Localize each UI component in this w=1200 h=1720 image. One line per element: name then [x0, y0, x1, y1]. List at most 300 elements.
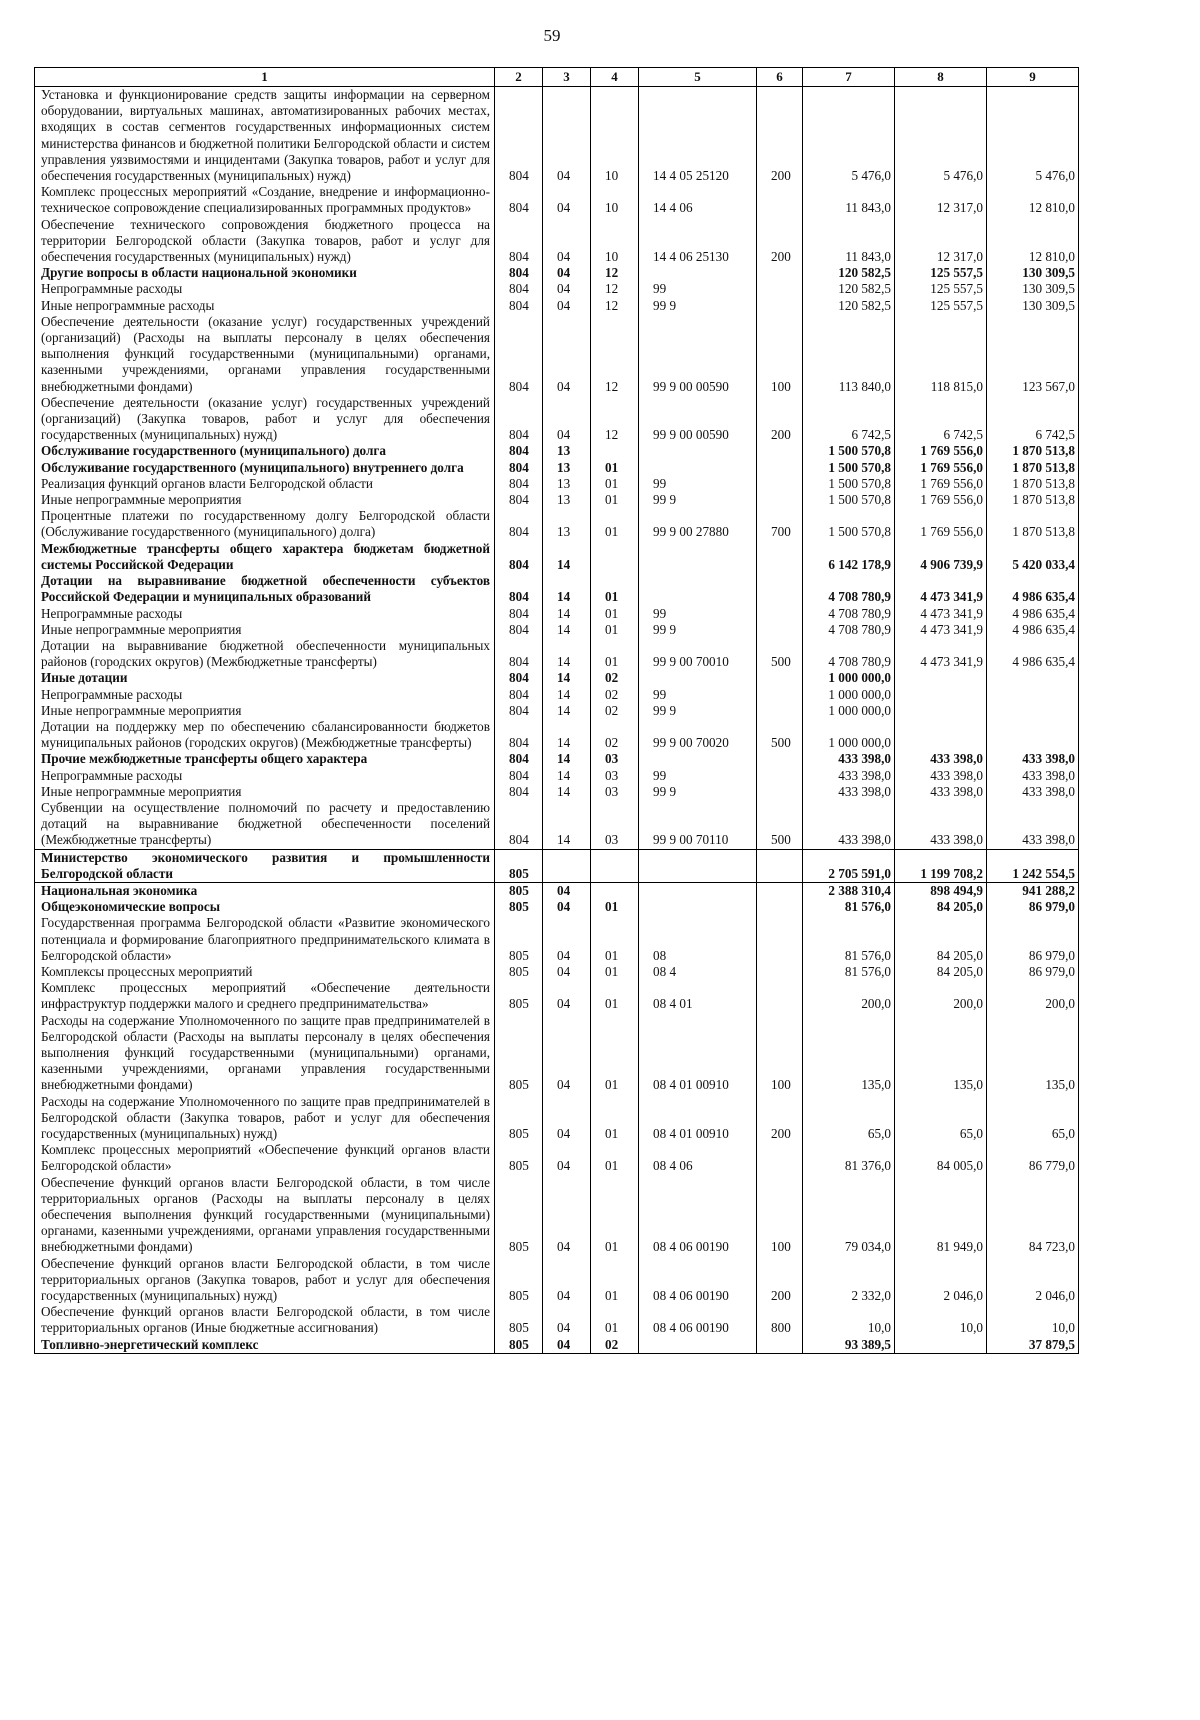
expense-type-code: 100 — [757, 314, 803, 395]
column-header: 5 — [639, 68, 757, 87]
amount-year-1: 65,0 — [803, 1094, 895, 1143]
table-row — [35, 915, 1079, 964]
column-header: 6 — [757, 68, 803, 87]
amount-year-2: 1 769 556,0 — [895, 443, 987, 459]
target-article-code — [639, 849, 757, 882]
table-row — [35, 638, 1079, 670]
amount-year-3: 84 723,0 — [987, 1175, 1079, 1256]
table-body — [35, 87, 1079, 1354]
subsection-code: 03 — [591, 768, 639, 784]
subsection-code — [591, 849, 639, 882]
expense-type-code — [757, 899, 803, 915]
expense-type-code — [757, 476, 803, 492]
section-code: 04 — [543, 980, 591, 1012]
amount-year-3: 4 986 635,4 — [987, 622, 1079, 638]
amount-year-1: 433 398,0 — [803, 784, 895, 800]
amount-year-1: 11 843,0 — [803, 184, 895, 216]
table-row — [35, 1142, 1079, 1174]
table-row — [35, 768, 1079, 784]
expense-type-code — [757, 541, 803, 573]
amount-year-2: 125 557,5 — [895, 265, 987, 281]
table-row — [35, 687, 1079, 703]
row-description: Национальная экономика — [35, 882, 495, 899]
amount-year-3: 86 979,0 — [987, 964, 1079, 980]
subsection-code: 12 — [591, 298, 639, 314]
section-code: 04 — [543, 1013, 591, 1094]
section-code: 04 — [543, 1304, 591, 1336]
subsection-code: 10 — [591, 87, 639, 185]
table-row — [35, 882, 1079, 899]
ministry-code: 804 — [495, 541, 543, 573]
expense-type-code — [757, 980, 803, 1012]
amount-year-2: 433 398,0 — [895, 768, 987, 784]
section-code: 04 — [543, 184, 591, 216]
amount-year-1: 120 582,5 — [803, 298, 895, 314]
amount-year-3: 86 779,0 — [987, 1142, 1079, 1174]
amount-year-3 — [987, 719, 1079, 751]
target-article-code — [639, 541, 757, 573]
amount-year-1: 1 500 570,8 — [803, 476, 895, 492]
expense-type-code — [757, 606, 803, 622]
row-description: Обеспечение деятельности (оказание услуг) государственных учреждений (организаций) (Закупка товаров, работ и услуг для обеспечения государственных (муниципальных) нужд) — [35, 395, 495, 444]
amount-year-3: 12 810,0 — [987, 184, 1079, 216]
row-description: Комплекс процессных мероприятий «Обеспечение функций органов власти Белгородской области» — [35, 1142, 495, 1174]
row-description: Прочие межбюджетные трансферты общего характера — [35, 751, 495, 767]
ministry-code: 804 — [495, 508, 543, 540]
ministry-code: 805 — [495, 899, 543, 915]
target-article-code: 08 4 01 00910 — [639, 1013, 757, 1094]
amount-year-2 — [895, 670, 987, 686]
section-code: 13 — [543, 460, 591, 476]
amount-year-1: 79 034,0 — [803, 1175, 895, 1256]
amount-year-3: 2 046,0 — [987, 1256, 1079, 1305]
target-article-code — [639, 443, 757, 459]
expense-type-code — [757, 964, 803, 980]
subsection-code: 01 — [591, 622, 639, 638]
amount-year-2: 1 769 556,0 — [895, 492, 987, 508]
target-article-code — [639, 751, 757, 767]
subsection-code: 01 — [591, 1013, 639, 1094]
target-article-code — [639, 670, 757, 686]
amount-year-2: 433 398,0 — [895, 800, 987, 849]
table-row — [35, 395, 1079, 444]
amount-year-2: 135,0 — [895, 1013, 987, 1094]
row-description: Непрограммные расходы — [35, 281, 495, 297]
subsection-code: 02 — [591, 670, 639, 686]
amount-year-3: 65,0 — [987, 1094, 1079, 1143]
amount-year-2: 4 473 341,9 — [895, 638, 987, 670]
amount-year-1: 120 582,5 — [803, 265, 895, 281]
ministry-code: 804 — [495, 606, 543, 622]
subsection-code: 12 — [591, 265, 639, 281]
target-article-code: 99 9 — [639, 298, 757, 314]
ministry-code: 805 — [495, 882, 543, 899]
row-description: Дотации на выравнивание бюджетной обеспеченности муниципальных районов (городских округов) (Межбюджетные трансферты) — [35, 638, 495, 670]
row-description: Обслуживание государственного (муниципального) долга — [35, 443, 495, 459]
target-article-code — [639, 460, 757, 476]
table-row — [35, 1304, 1079, 1336]
subsection-code: 02 — [591, 719, 639, 751]
section-code: 04 — [543, 882, 591, 899]
ministry-code: 805 — [495, 980, 543, 1012]
table-row — [35, 460, 1079, 476]
subsection-code: 12 — [591, 314, 639, 395]
subsection-code: 01 — [591, 1304, 639, 1336]
subsection-code: 03 — [591, 784, 639, 800]
row-description: Обслуживание государственного (муниципального) внутреннего долга — [35, 460, 495, 476]
amount-year-1: 120 582,5 — [803, 281, 895, 297]
amount-year-2: 4 473 341,9 — [895, 606, 987, 622]
table-row — [35, 719, 1079, 751]
target-article-code: 99 9 00 70010 — [639, 638, 757, 670]
subsection-code: 01 — [591, 573, 639, 605]
table-row — [35, 1094, 1079, 1143]
target-article-code: 99 9 00 00590 — [639, 395, 757, 444]
table-row — [35, 800, 1079, 849]
amount-year-1: 200,0 — [803, 980, 895, 1012]
ministry-code: 804 — [495, 281, 543, 297]
row-description: Обеспечение технического сопровождения бюджетного процесса на территории Белгородской области (Закупка товаров, работ и услуг для обеспечения государственных (муниципальных) нужд) — [35, 217, 495, 266]
amount-year-3: 4 986 635,4 — [987, 638, 1079, 670]
target-article-code: 99 9 00 27880 — [639, 508, 757, 540]
target-article-code: 08 — [639, 915, 757, 964]
amount-year-2 — [895, 703, 987, 719]
table-row — [35, 784, 1079, 800]
amount-year-1: 1 500 570,8 — [803, 508, 895, 540]
amount-year-3: 1 870 513,8 — [987, 443, 1079, 459]
target-article-code — [639, 1337, 757, 1354]
amount-year-1: 1 500 570,8 — [803, 492, 895, 508]
ministry-code: 805 — [495, 1256, 543, 1305]
target-article-code — [639, 899, 757, 915]
expense-type-code — [757, 670, 803, 686]
row-description: Межбюджетные трансферты общего характера бюджетам бюджетной системы Российской Федерации — [35, 541, 495, 573]
table-row — [35, 476, 1079, 492]
header-row — [35, 68, 1079, 87]
amount-year-2: 200,0 — [895, 980, 987, 1012]
section-code: 14 — [543, 751, 591, 767]
subsection-code: 01 — [591, 1142, 639, 1174]
target-article-code: 99 9 — [639, 784, 757, 800]
expense-type-code — [757, 281, 803, 297]
amount-year-3: 1 242 554,5 — [987, 849, 1079, 882]
amount-year-2 — [895, 687, 987, 703]
section-code: 14 — [543, 606, 591, 622]
target-article-code: 08 4 06 00190 — [639, 1256, 757, 1305]
amount-year-3: 135,0 — [987, 1013, 1079, 1094]
subsection-code: 02 — [591, 703, 639, 719]
expense-type-code — [757, 184, 803, 216]
row-description: Комплекс процессных мероприятий «Обеспечение деятельности инфраструктур поддержки малого и среднего предпринимательства» — [35, 980, 495, 1012]
expense-type-code — [757, 298, 803, 314]
amount-year-1: 11 843,0 — [803, 217, 895, 266]
ministry-code: 805 — [495, 1094, 543, 1143]
expense-type-code: 800 — [757, 1304, 803, 1336]
amount-year-2: 1 769 556,0 — [895, 460, 987, 476]
table-row — [35, 87, 1079, 185]
section-code: 13 — [543, 476, 591, 492]
expense-type-code — [757, 703, 803, 719]
column-header: 8 — [895, 68, 987, 87]
expense-type-code: 100 — [757, 1175, 803, 1256]
expense-type-code: 500 — [757, 638, 803, 670]
table-row — [35, 184, 1079, 216]
section-code: 04 — [543, 281, 591, 297]
amount-year-3: 1 870 513,8 — [987, 492, 1079, 508]
section-code: 04 — [543, 1256, 591, 1305]
row-description: Обеспечение функций органов власти Белгородской области, в том числе территориальных органов (Закупка товаров, работ и услуг для обеспечения государственных (муниципальных) нужд) — [35, 1256, 495, 1305]
amount-year-1: 1 000 000,0 — [803, 703, 895, 719]
target-article-code: 08 4 01 — [639, 980, 757, 1012]
amount-year-1: 4 708 780,9 — [803, 573, 895, 605]
amount-year-2: 433 398,0 — [895, 784, 987, 800]
amount-year-2: 4 906 739,9 — [895, 541, 987, 573]
section-code: 14 — [543, 638, 591, 670]
target-article-code: 99 9 00 00590 — [639, 314, 757, 395]
ministry-code: 804 — [495, 687, 543, 703]
table-row — [35, 1337, 1079, 1354]
ministry-code: 804 — [495, 298, 543, 314]
section-code: 14 — [543, 703, 591, 719]
amount-year-3: 1 870 513,8 — [987, 460, 1079, 476]
target-article-code: 99 9 — [639, 492, 757, 508]
expense-type-code: 200 — [757, 217, 803, 266]
column-header: 3 — [543, 68, 591, 87]
amount-year-2 — [895, 719, 987, 751]
expense-type-code — [757, 915, 803, 964]
subsection-code: 01 — [591, 1256, 639, 1305]
amount-year-2: 12 317,0 — [895, 184, 987, 216]
table-row — [35, 541, 1079, 573]
section-code — [543, 849, 591, 882]
row-description: Обеспечение деятельности (оказание услуг) государственных учреждений (организаций) (Расходы на выплаты персоналу в целях обеспечения выполнения функций государственными (муниципальными) органами, казенными учреждениями, органами управления государственными внебюджетными фондами) — [35, 314, 495, 395]
amount-year-1: 2 388 310,4 — [803, 882, 895, 899]
amount-year-2: 4 473 341,9 — [895, 573, 987, 605]
amount-year-1: 10,0 — [803, 1304, 895, 1336]
ministry-code: 804 — [495, 265, 543, 281]
target-article-code: 99 — [639, 281, 757, 297]
section-code: 14 — [543, 768, 591, 784]
target-article-code: 99 9 — [639, 622, 757, 638]
expense-type-code: 700 — [757, 508, 803, 540]
amount-year-1: 4 708 780,9 — [803, 606, 895, 622]
expense-type-code — [757, 784, 803, 800]
table-row — [35, 217, 1079, 266]
amount-year-3: 5 476,0 — [987, 87, 1079, 185]
row-description: Другие вопросы в области национальной экономики — [35, 265, 495, 281]
ministry-code: 804 — [495, 751, 543, 767]
amount-year-2: 84 205,0 — [895, 899, 987, 915]
row-description: Комплекс процессных мероприятий «Создание, внедрение и информационно-техническое сопровождение специализированных программных продуктов» — [35, 184, 495, 216]
amount-year-3: 1 870 513,8 — [987, 476, 1079, 492]
ministry-code: 805 — [495, 1142, 543, 1174]
expense-type-code — [757, 1337, 803, 1354]
expense-type-code: 500 — [757, 719, 803, 751]
section-code: 04 — [543, 298, 591, 314]
table-row — [35, 1013, 1079, 1094]
amount-year-1: 81 376,0 — [803, 1142, 895, 1174]
amount-year-1: 1 000 000,0 — [803, 687, 895, 703]
ministry-code: 804 — [495, 87, 543, 185]
amount-year-3: 6 742,5 — [987, 395, 1079, 444]
amount-year-1: 4 708 780,9 — [803, 638, 895, 670]
subsection-code: 01 — [591, 1094, 639, 1143]
subsection-code — [591, 443, 639, 459]
subsection-code: 03 — [591, 800, 639, 849]
amount-year-2: 84 205,0 — [895, 915, 987, 964]
row-description: Комплексы процессных мероприятий — [35, 964, 495, 980]
row-description: Процентные платежи по государственному долгу Белгородской области (Обслуживание государственного (муниципального) долга) — [35, 508, 495, 540]
target-article-code: 99 9 00 70020 — [639, 719, 757, 751]
ministry-code: 804 — [495, 492, 543, 508]
amount-year-3 — [987, 670, 1079, 686]
target-article-code — [639, 265, 757, 281]
page-number: 59 — [543, 26, 561, 45]
amount-year-2: 2 046,0 — [895, 1256, 987, 1305]
subsection-code: 12 — [591, 281, 639, 297]
expense-type-code — [757, 849, 803, 882]
row-description: Реализация функций органов власти Белгородской области — [35, 476, 495, 492]
row-description: Расходы на содержание Уполномоченного по защите прав предпринимателей в Белгородской области (Закупка товаров, работ и услуг для обеспечения государственных (муниципальных) нужд) — [35, 1094, 495, 1143]
target-article-code: 99 — [639, 687, 757, 703]
target-article-code: 08 4 06 00190 — [639, 1175, 757, 1256]
subsection-code: 10 — [591, 184, 639, 216]
table-row — [35, 751, 1079, 767]
table-row — [35, 1175, 1079, 1256]
amount-year-3: 86 979,0 — [987, 915, 1079, 964]
column-header: 4 — [591, 68, 639, 87]
section-code: 14 — [543, 687, 591, 703]
ministry-code: 804 — [495, 719, 543, 751]
target-article-code: 08 4 — [639, 964, 757, 980]
row-description: Иные непрограммные мероприятия — [35, 784, 495, 800]
amount-year-2: 433 398,0 — [895, 751, 987, 767]
expense-type-code — [757, 492, 803, 508]
row-description: Иные непрограммные расходы — [35, 298, 495, 314]
amount-year-1: 1 500 570,8 — [803, 460, 895, 476]
amount-year-3: 123 567,0 — [987, 314, 1079, 395]
amount-year-2: 1 769 556,0 — [895, 508, 987, 540]
subsection-code: 01 — [591, 1175, 639, 1256]
expense-type-code — [757, 443, 803, 459]
amount-year-1: 433 398,0 — [803, 768, 895, 784]
table-row — [35, 314, 1079, 395]
ministry-code: 804 — [495, 476, 543, 492]
ministry-code: 804 — [495, 670, 543, 686]
expense-type-code: 500 — [757, 800, 803, 849]
subsection-code: 01 — [591, 476, 639, 492]
row-description: Государственная программа Белгородской области «Развитие экономического потенциала и формирование благоприятного предпринимательского климата в Белгородской области» — [35, 915, 495, 964]
row-description: Обеспечение функций органов власти Белгородской области, в том числе территориальных органов (Иные бюджетные ассигнования) — [35, 1304, 495, 1336]
amount-year-2: 118 815,0 — [895, 314, 987, 395]
subsection-code: 01 — [591, 460, 639, 476]
section-code: 04 — [543, 1175, 591, 1256]
ministry-code: 804 — [495, 703, 543, 719]
amount-year-1: 2 705 591,0 — [803, 849, 895, 882]
expense-type-code: 200 — [757, 395, 803, 444]
row-description: Иные непрограммные мероприятия — [35, 703, 495, 719]
subsection-code: 01 — [591, 492, 639, 508]
target-article-code — [639, 882, 757, 899]
ministry-code: 804 — [495, 784, 543, 800]
section-code: 04 — [543, 265, 591, 281]
expense-type-code — [757, 460, 803, 476]
target-article-code — [639, 573, 757, 605]
table-row — [35, 281, 1079, 297]
ministry-code: 804 — [495, 800, 543, 849]
subsection-code: 01 — [591, 508, 639, 540]
amount-year-3: 130 309,5 — [987, 298, 1079, 314]
row-description: Иные непрограммные мероприятия — [35, 492, 495, 508]
table-row — [35, 622, 1079, 638]
amount-year-2: 81 949,0 — [895, 1175, 987, 1256]
table-row — [35, 443, 1079, 459]
target-article-code: 99 9 00 70110 — [639, 800, 757, 849]
subsection-code: 02 — [591, 687, 639, 703]
ministry-code: 805 — [495, 1013, 543, 1094]
table-row — [35, 849, 1079, 882]
ministry-code: 805 — [495, 1175, 543, 1256]
row-description: Установка и функционирование средств защиты информации на серверном оборудовании, виртуальных машинах, автоматизированных рабочих местах, входящих в состав сегментов государственных информационных систем министерства финансов и бюджетной политики Белгородской области и систем управления уязвимостями и инцидентами (Закупка товаров, работ и услуг для обеспечения государственных (муниципальных) нужд) — [35, 87, 495, 185]
amount-year-3 — [987, 703, 1079, 719]
row-description: Дотации на выравнивание бюджетной обеспеченности субъектов Российской Федерации и муниципальных образований — [35, 573, 495, 605]
table-row — [35, 606, 1079, 622]
amount-year-2: 84 205,0 — [895, 964, 987, 980]
subsection-code: 03 — [591, 751, 639, 767]
ministry-code: 805 — [495, 849, 543, 882]
section-code: 14 — [543, 800, 591, 849]
amount-year-3: 433 398,0 — [987, 751, 1079, 767]
subsection-code: 01 — [591, 638, 639, 670]
section-code: 04 — [543, 87, 591, 185]
table-row — [35, 964, 1079, 980]
ministry-code: 804 — [495, 460, 543, 476]
subsection-code: 01 — [591, 915, 639, 964]
amount-year-1: 1 000 000,0 — [803, 719, 895, 751]
amount-year-3: 37 879,5 — [987, 1337, 1079, 1354]
section-code: 14 — [543, 573, 591, 605]
subsection-code — [591, 541, 639, 573]
ministry-code: 804 — [495, 395, 543, 444]
amount-year-2: 6 742,5 — [895, 395, 987, 444]
amount-year-1: 1 000 000,0 — [803, 670, 895, 686]
subsection-code: 01 — [591, 606, 639, 622]
ministry-code: 804 — [495, 217, 543, 266]
amount-year-1: 81 576,0 — [803, 964, 895, 980]
row-description: Непрограммные расходы — [35, 768, 495, 784]
target-article-code: 14 4 06 — [639, 184, 757, 216]
column-header: 7 — [803, 68, 895, 87]
subsection-code: 02 — [591, 1337, 639, 1354]
ministry-code: 804 — [495, 638, 543, 670]
amount-year-3: 10,0 — [987, 1304, 1079, 1336]
target-article-code: 99 — [639, 768, 757, 784]
target-article-code: 08 4 01 00910 — [639, 1094, 757, 1143]
table-row — [35, 899, 1079, 915]
row-description: Министерство экономического развития и промышленности Белгородской области — [35, 849, 495, 882]
amount-year-2: 1 199 708,2 — [895, 849, 987, 882]
amount-year-1: 1 500 570,8 — [803, 443, 895, 459]
amount-year-3: 5 420 033,4 — [987, 541, 1079, 573]
amount-year-1: 6 742,5 — [803, 395, 895, 444]
section-code: 14 — [543, 670, 591, 686]
subsection-code: 01 — [591, 899, 639, 915]
expense-type-code: 100 — [757, 1013, 803, 1094]
amount-year-1: 433 398,0 — [803, 751, 895, 767]
amount-year-1: 6 142 178,9 — [803, 541, 895, 573]
amount-year-1: 135,0 — [803, 1013, 895, 1094]
subsection-code — [591, 882, 639, 899]
